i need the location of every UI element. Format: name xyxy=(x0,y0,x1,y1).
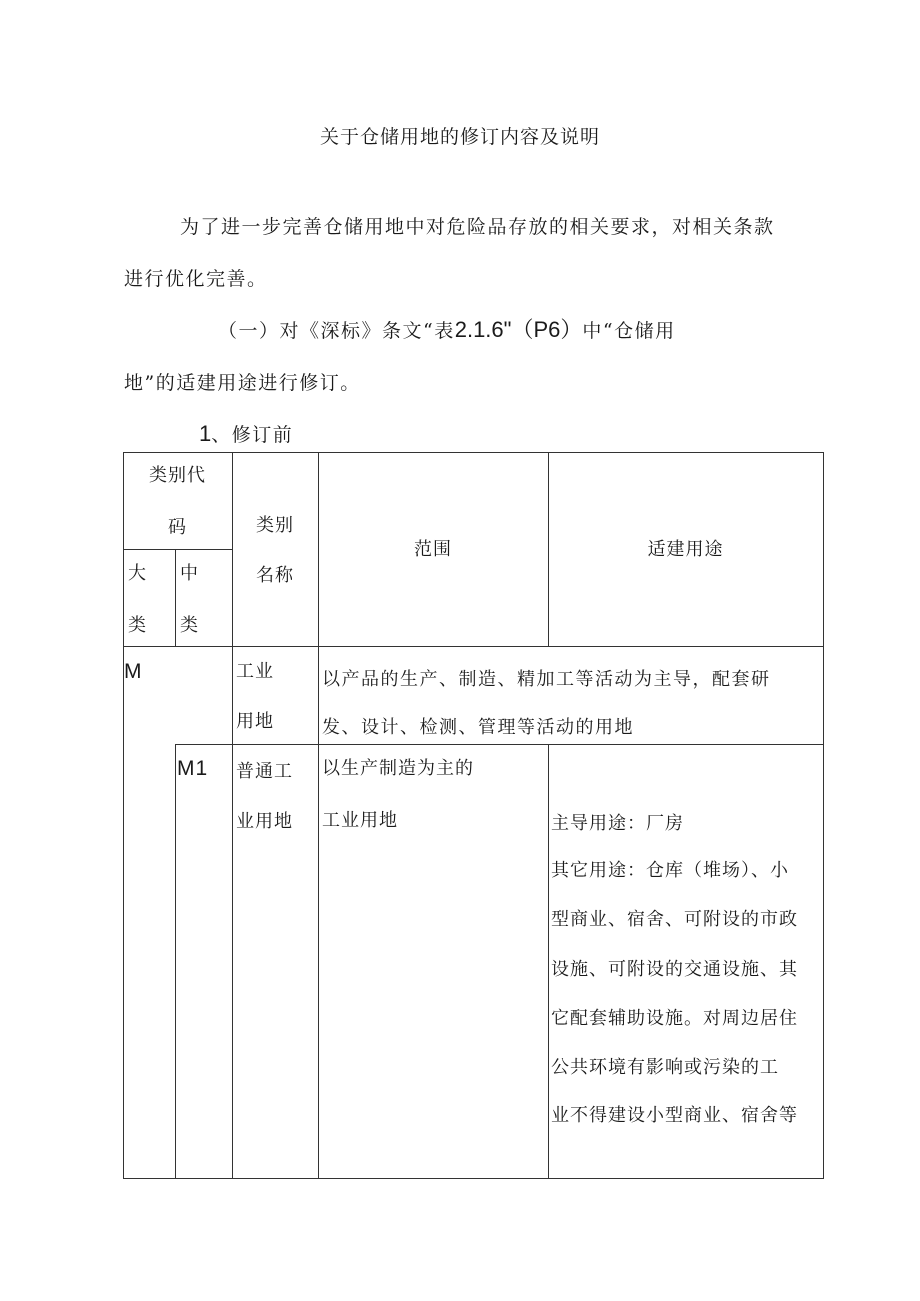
row-divider-header xyxy=(123,646,824,647)
row-m1-middle-code: M1 xyxy=(177,757,209,780)
table-border-right xyxy=(823,452,824,1179)
section-1-prefix: （一）对《深标》条文“表 xyxy=(218,320,455,342)
intro-line-2: 进行优化完善。 xyxy=(124,268,268,290)
row-m-name-line2: 用地 xyxy=(236,711,274,732)
section-1-ref: 2.1.6"（P6） xyxy=(454,317,583,342)
header-name-line2: 名称 xyxy=(256,565,294,586)
row-m1-uses-line: 设施、可附设的交通设施、其 xyxy=(551,959,798,980)
header-scope: 范围 xyxy=(414,539,452,560)
section-1-heading xyxy=(218,313,676,344)
item-1-text: 、修订前 xyxy=(211,424,294,446)
row-m1-scope-line1: 以生产制造为主的 xyxy=(322,758,474,779)
header-code-group-line1: 类别代 xyxy=(149,465,206,486)
row-m-major-code: M xyxy=(124,660,143,683)
section-1-suffix: 中“仓储用 xyxy=(582,320,676,342)
table-border-left xyxy=(123,452,124,1179)
row-m1-name-line2: 业用地 xyxy=(236,811,293,832)
row-m-scope-line1: 以产品的生产、制造、精加工等活动为主导，配套研 xyxy=(322,669,771,690)
item-1-number: 1 xyxy=(199,421,212,446)
row-m1-uses-line: 其它用途：仓库（堆场）、小 xyxy=(551,860,789,881)
row-m1-uses-line: 主导用途：厂房 xyxy=(551,813,684,834)
row-m-scope-line2: 发、设计、检测、管理等活动的用地 xyxy=(322,717,634,738)
col-divider-middle-row xyxy=(175,744,176,1179)
col-divider-uses-row xyxy=(548,744,549,1179)
col-divider-middle-header xyxy=(175,549,176,647)
row-m1-uses-line: 它配套辅助设施。对周边居住 xyxy=(551,1008,798,1029)
header-middle-line2: 类 xyxy=(180,615,199,636)
item-1-heading xyxy=(199,420,293,447)
row-m1-name-line1: 普通工 xyxy=(236,761,293,782)
intro-line-1: 为了进一步完善仓储用地中对危险品存放的相关要求，对相关条款 xyxy=(180,216,775,238)
header-major-line1: 大 xyxy=(128,563,147,584)
table-border-bottom xyxy=(123,1178,824,1179)
header-uses: 适建用途 xyxy=(647,539,724,560)
section-1-line-2: 地”的适建用途进行修订。 xyxy=(124,372,361,394)
page-title: 关于仓储用地的修订内容及说明 xyxy=(319,126,600,148)
header-code-group-line2: 码 xyxy=(168,517,187,538)
header-middle-line1: 中 xyxy=(180,563,199,584)
row-m1-uses-line: 公共环境有影响或污染的工 xyxy=(551,1057,779,1078)
row-m1-uses-line: 业不得建设小型商业、宿舍等 xyxy=(551,1105,798,1126)
header-major-line2: 类 xyxy=(128,615,147,636)
row-m1-scope-line2: 工业用地 xyxy=(322,810,398,831)
header-name-line1: 类别 xyxy=(256,515,294,536)
row-m-name-line1: 工业 xyxy=(236,661,274,682)
row-m1-uses-line: 型商业、宿舍、可附设的市政 xyxy=(551,909,798,930)
